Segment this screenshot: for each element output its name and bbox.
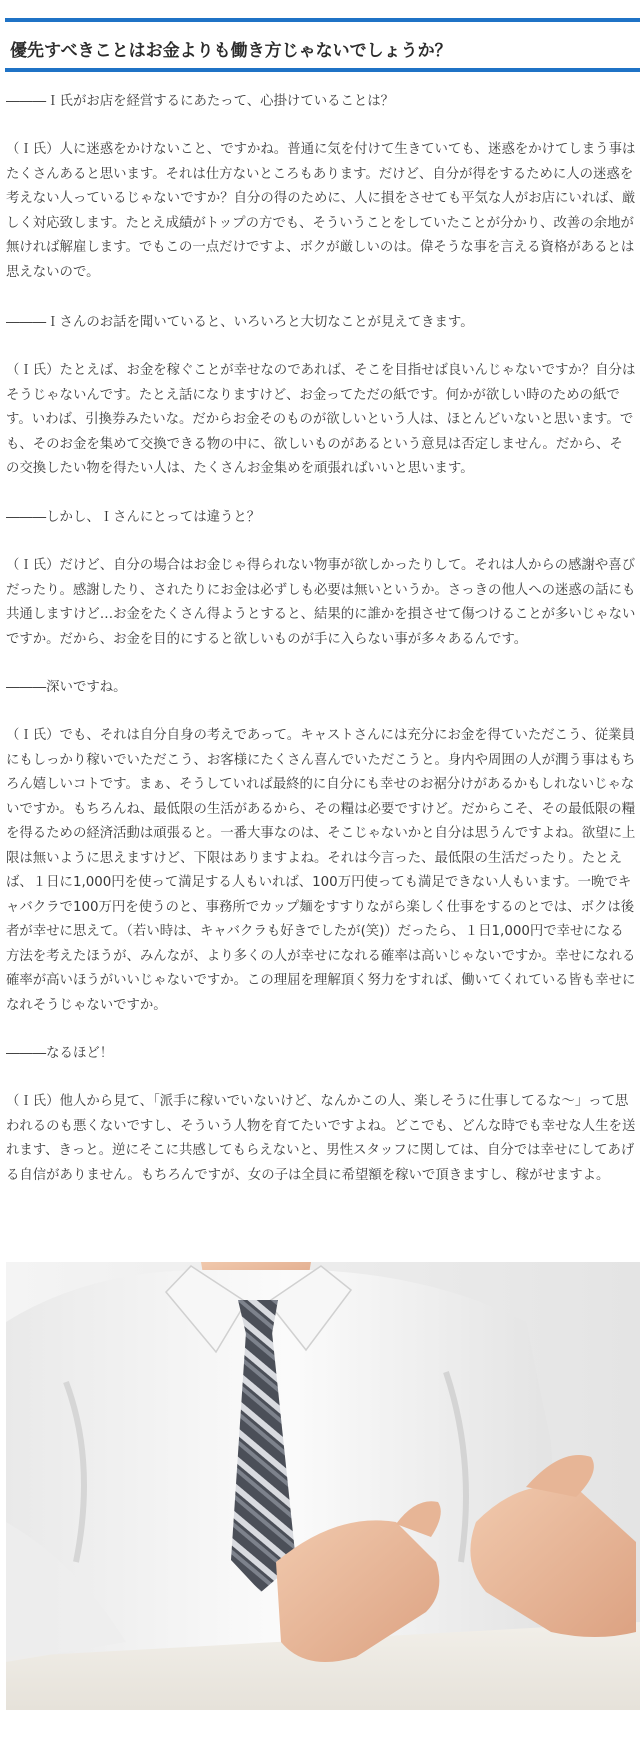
article-photo <box>6 1262 640 1710</box>
answer-paragraph: （Ｉ氏）人に迷惑をかけないこと、ですかね。普通に気を付けて生きていても、迷惑をかけてしまう事はたくさんあると思います。それは仕方ないところもあります。だけど、自分が得をするために人の迷惑を考えない人っているじゃないですか？自分の得のために、人に損をさせても平気な人がお店にいれば、厳しく対応致します。たとえ成績がトップの方でも、そういうことをしていたことが分かり、改善の余地が無ければ解雇します。でもこの一点だけですよ、ボクが厳しいのは。偉そうな事を言える資格があるとは思えないので。 <box>6 142 636 280</box>
question-paragraph: ―――なるほど！ <box>6 1046 114 1061</box>
answer-paragraph: （Ｉ氏）だけど、自分の場合はお金じゃ得られない物事が欲しかったりして。それは人からの感謝や喜びだったり。感謝したり、されたりにお金は必ずしも必要は無いというか。さっきの他人への迷惑の話にも共通しますけど…お金をたくさん得ようとすると、結果的に誰かを損させて傷つけることが多いじゃないですか。だから、お金を目的にすると欲しいものが手に入らない事が多々あるんです。 <box>6 558 636 647</box>
answer-paragraph: （Ｉ氏）でも、それは自分自身の考えであって。キャストさんには充分にお金を得ていただこう、従業員にもしっかり稼いでいただこう、お客様にたくさん喜んでいただこうと。身内や周囲の人が潤う事はもちろん嬉しいコトです。まぁ、そうしていれば最終的に自分にも幸せのお裾分けがあるかもしれないじゃないですか。もちろんね、最低限の生活があるから、その糧は必要ですけど。だからこそ、その最低限の糧を得るための経済活動は頑張ると。一番大事なのは、そこじゃないかと自分は思うんですよね。欲望に上限は無いように思えますけど、下限はありますよね。それは今言った、最低限の生活だったり。たとえば、１日に1,000円を使って満足する人もいれば、100万円使っても満足できない人もいます。一晩でキャバクラで100万円を使うのと、事務所でカップ麺をすすりながら楽しく仕事をするのとでは、ボクは後者が幸せに思えて。（若い時は、キャバクラも好きでしたが(笑)）だったら、１日1,000円で幸せになる方法を考えたほうが、みんなが、より多くの人が幸せになれる確率は高いじゃないですか。幸せになれる確率が高いほうがいいじゃないですか。この理屈を理解頂く努力をすれば、働いてくれている皆も幸せになれそうじゃないですか。 <box>6 728 636 1013</box>
article-heading-text: 優先すべきことはお金よりも働き方じゃないでしょうか？ <box>10 41 452 61</box>
article-heading <box>5 18 640 72</box>
answer-paragraph: （Ｉ氏）他人から見て、「派手に稼いでいないけど、なんかこの人、楽しそうに仕事してるな～」って思われるのも悪くないですし、そういう人物を育てたいですよね。どこでも、どんな時でも幸せな人生を送れます、きっと。逆にそこに共感してもらえないと、男性スタッフに関しては、自分では幸せにしてあげる自信がありません。もちろんですが、女の子は全員に希望額を稼いで頂きますし、稼がせますよ。 <box>6 1094 636 1183</box>
answer-paragraph: （Ｉ氏）たとえば、お金を稼ぐことが幸せなのであれば、そこを目指せば良いんじゃないですか？自分はそうじゃないんです。たとえ話になりますけど、お金ってただの紙です。何かが欲しい時のための紙です。いわば、引換券みたいな。だからお金そのものが欲しいという人は、ほとんどいないと思います。でも、そのお金を集めて交換できる物の中に、欲しいものがあるという意見は否定しません。だから、その交換したい物を得たい人は、たくさんお金集めを頑張ればいいと思います。 <box>6 363 636 476</box>
question-paragraph: ―――深いですね。 <box>6 680 127 695</box>
question-paragraph: ―――Ｉさんのお話を聞いていると、いろいろと大切なことが見えてきます。 <box>6 315 474 330</box>
question-paragraph: ―――しかし、Ｉさんにとっては違うと？ <box>6 510 261 525</box>
question-paragraph: ―――Ｉ氏がお店を経営するにあたって、心掛けていることは？ <box>6 94 395 109</box>
businessman-photo-illustration <box>6 1262 640 1710</box>
